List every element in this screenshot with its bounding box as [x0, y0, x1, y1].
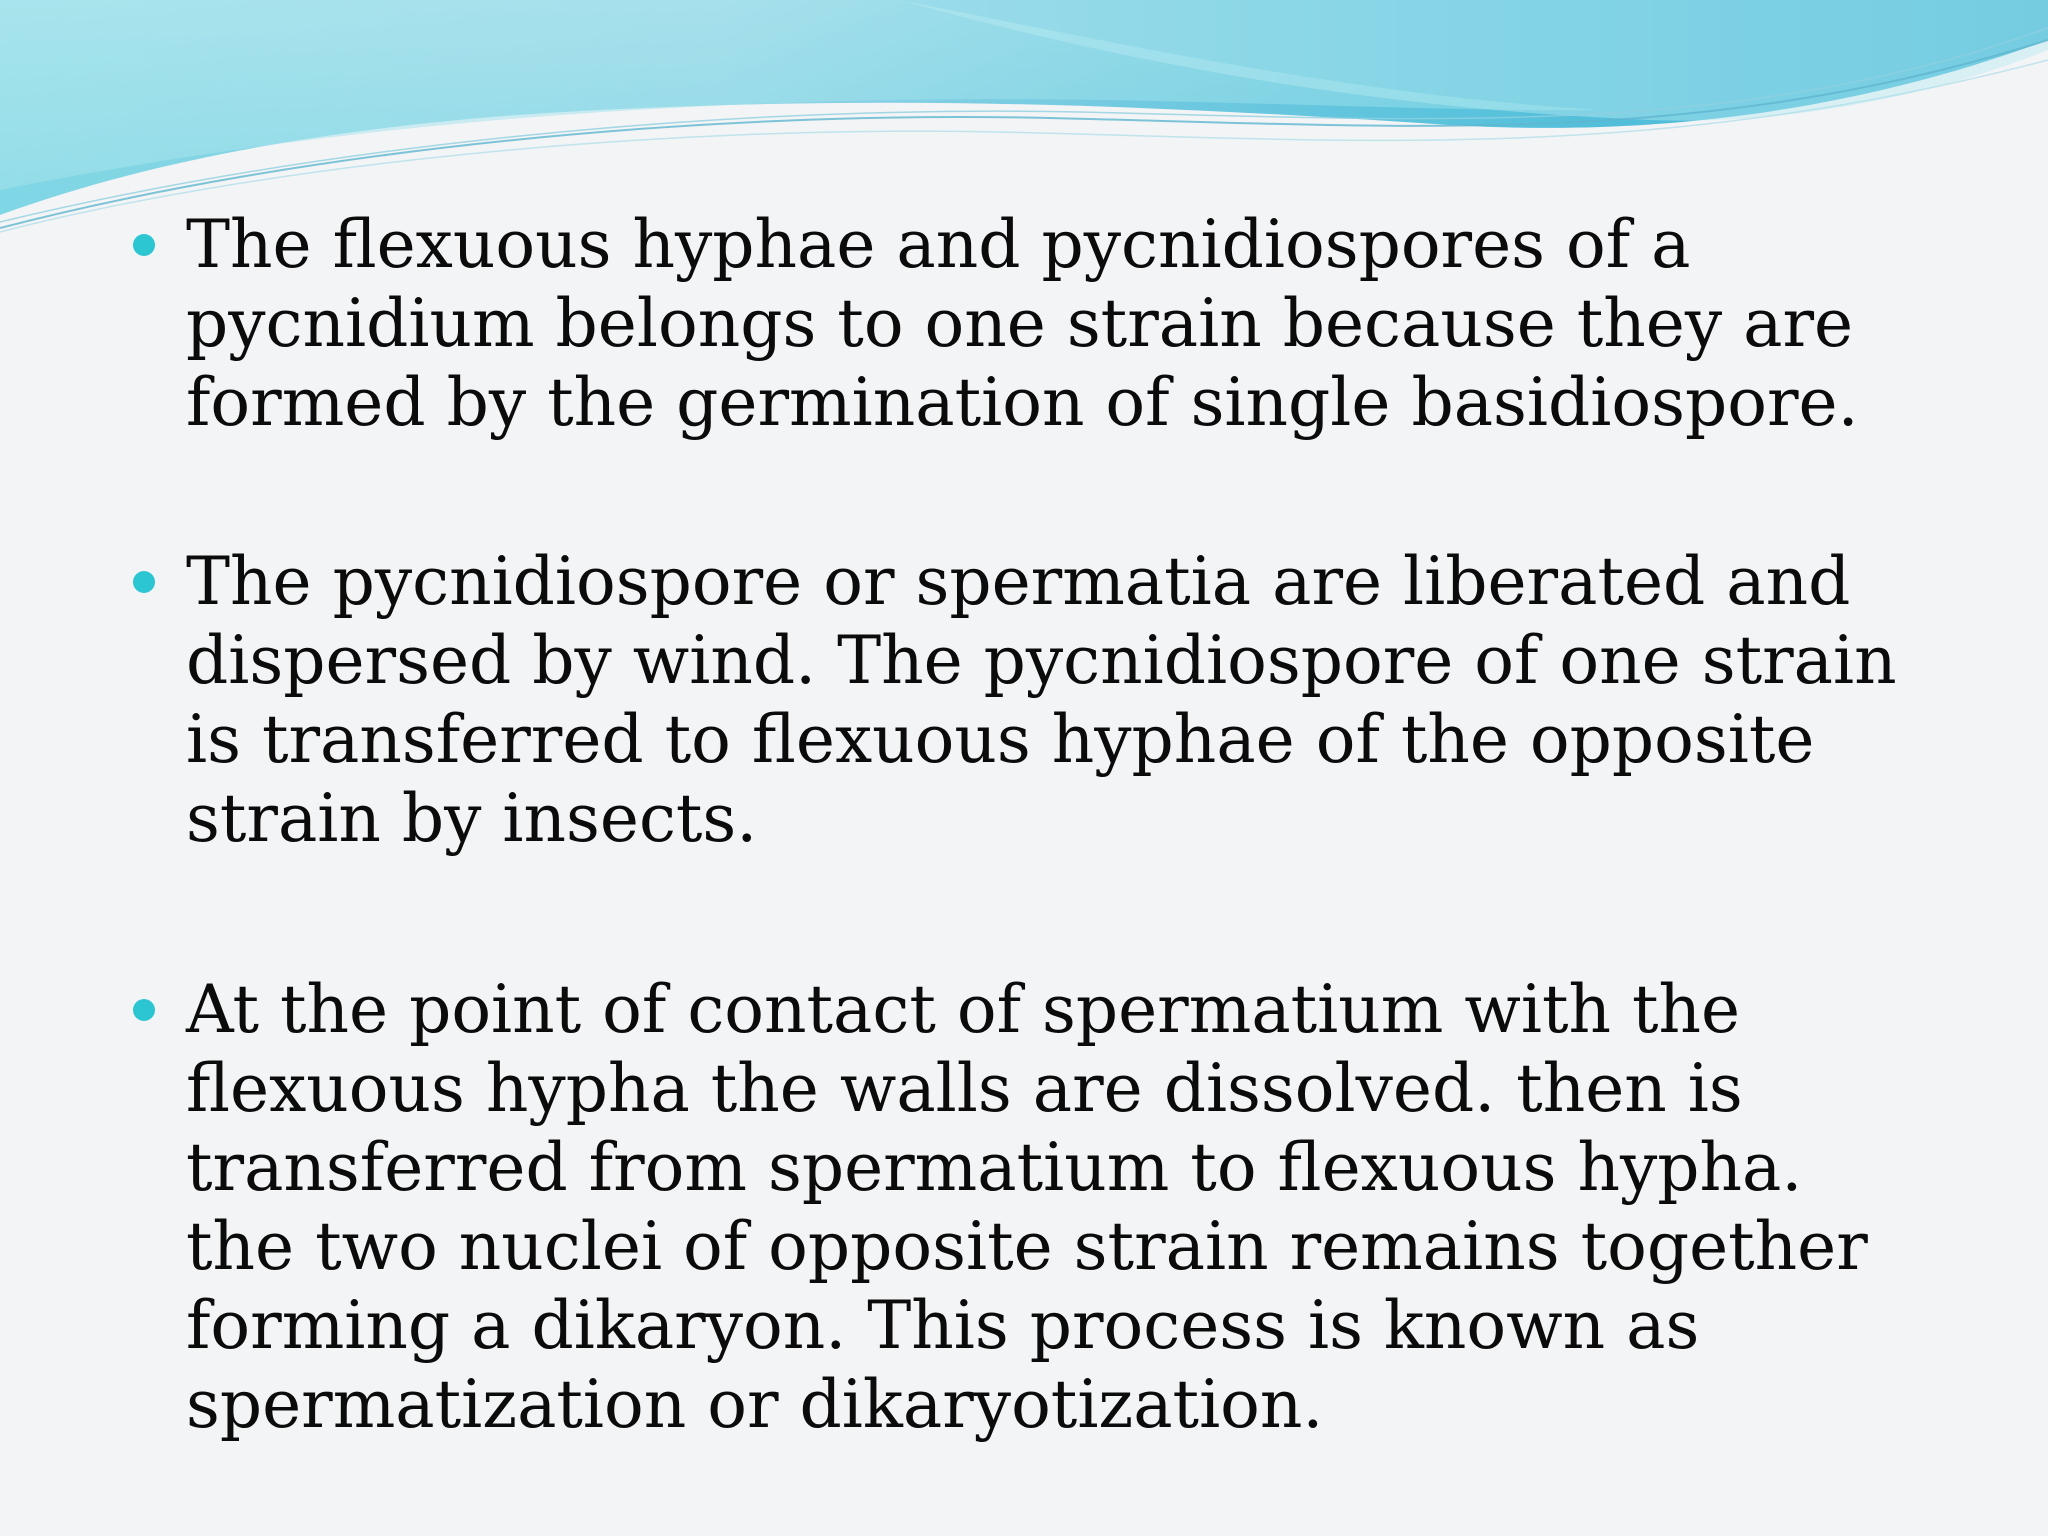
bullet-item-2 [130, 542, 1930, 858]
bullet-item-1 [130, 205, 1930, 442]
bullet-icon [133, 999, 155, 1021]
bullet-item-3 [130, 970, 1930, 1444]
bullet-text: The pycnidiospore or spermatia are liberated and dispersed by wind. The pycnidiospore of one strain is transferred to flexuous hyphae of the opposite strain by insects. [186, 543, 1897, 857]
bullet-icon [133, 234, 155, 256]
bullet-text: The flexuous hyphae and pycnidiospores of a pycnidium belongs to one strain because they are formed by the germination of single basidiospore. [186, 206, 1859, 441]
decorative-wave-header [0, 0, 2048, 240]
bullet-text: At the point of contact of spermatium with the flexuous hypha the walls are dissolved. then is transferred from spermatium to flexuous hypha. the two nuclei of opposite strain remains together forming a dikaryon. This process is known as spermatization or dikaryotization. [186, 971, 1868, 1443]
bullet-list [130, 205, 1930, 1444]
bullet-icon [133, 571, 155, 593]
